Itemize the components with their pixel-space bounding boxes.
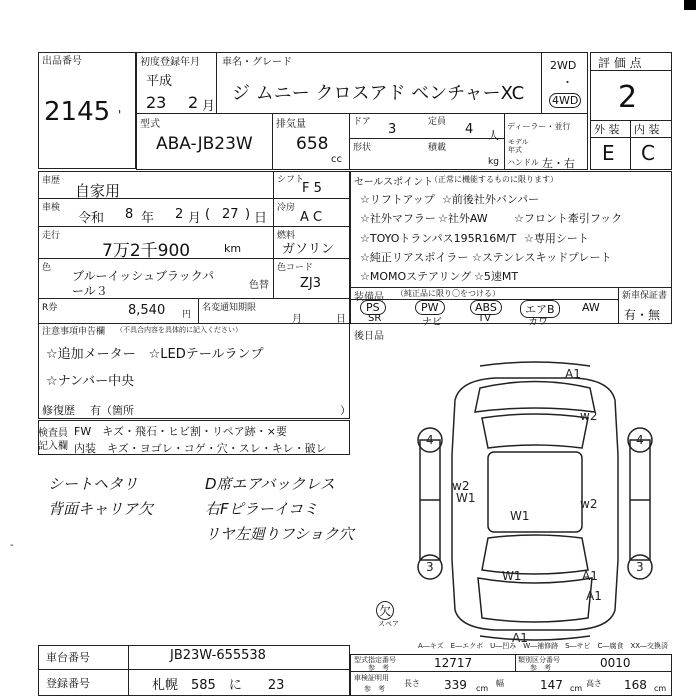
note-left-2: 背面キャリア欠	[48, 500, 154, 518]
mark-w2-a: w2	[580, 409, 598, 423]
drive-4wd: 4WD	[549, 93, 581, 108]
fuel-label: 燃料	[277, 231, 296, 241]
height-label: 高さ	[586, 679, 602, 688]
interior-label: 内 装	[634, 123, 660, 136]
height-unit: cm	[654, 684, 667, 693]
inspection-day-close: )	[245, 207, 251, 222]
note-right-2: 右Fピラーイコミ	[205, 500, 319, 518]
rear-bumper	[480, 636, 590, 640]
equip-abs: ABS	[470, 300, 502, 315]
notice-label: 名変通知期限	[202, 303, 257, 313]
remarks-line1: ☆追加メーター ☆LEDテールランプ	[46, 347, 264, 362]
registration-era: 平成	[146, 74, 173, 89]
inspection-month-unit: 月	[188, 211, 202, 226]
shape-label: 形状	[353, 143, 372, 153]
sales-row1-b: ☆前後社外バンパー	[442, 193, 540, 206]
warranty-value: 有・無	[624, 308, 661, 322]
rear-items-label: 後日品	[354, 331, 384, 342]
handle-label: ハンドル	[507, 158, 539, 167]
plate-value: 札幌 585 に 23	[152, 678, 285, 693]
evaluation-score: 2	[618, 80, 638, 115]
notice-day: 日	[336, 314, 346, 325]
displacement-unit: cc	[331, 154, 342, 165]
mark-w1-a: W1	[456, 491, 476, 505]
margin-dash: -	[10, 540, 14, 551]
evaluation-label: 評 価 点	[598, 56, 642, 70]
inspector-label1: 検査員	[38, 428, 68, 439]
windshield	[482, 414, 588, 448]
aircon-value: A C	[300, 210, 323, 225]
spare-mark: 欠	[376, 601, 394, 620]
color-line1: ブルーイッシュブラックパ	[72, 269, 215, 283]
shift-value: F 5	[302, 181, 322, 196]
approval-sub: 参 考	[368, 664, 389, 672]
height-value: 168	[624, 678, 647, 692]
drive-dot: ・	[562, 76, 573, 89]
length-value: 339	[444, 678, 467, 692]
mark-w2-b: w2	[452, 479, 470, 493]
width-unit: cm	[570, 684, 583, 693]
shift-label: シフト	[277, 175, 305, 185]
approval-value: 12717	[434, 656, 473, 670]
exterior-value: E	[602, 141, 615, 165]
sales-row4-b: ☆ステンレスキッドプレート	[472, 251, 612, 264]
sales-row5-a: ☆MOMOステアリング	[360, 270, 472, 283]
inspection-month: 2	[175, 207, 184, 222]
equipment-label: 装備品	[354, 292, 384, 303]
notice-month: 月	[292, 314, 302, 325]
dealer-label: ディーラー・並行	[507, 122, 571, 131]
mileage-unit: km	[224, 242, 242, 255]
mark-3-rr: 3	[636, 560, 644, 574]
inspection-era: 令和	[78, 211, 105, 226]
doors-value: 3	[388, 122, 397, 137]
mark-a1-front: A1	[565, 367, 581, 381]
load-unit: kg	[488, 157, 499, 167]
registration-label: 初度登録年月	[140, 57, 200, 68]
recycle-label: R券	[42, 303, 58, 313]
registration-month: 2	[188, 93, 199, 112]
tailgate	[478, 578, 592, 622]
color-code: ZJ3	[300, 276, 322, 291]
mark-w1-b: W1	[510, 509, 530, 523]
dims-cert-label: 車検証明用	[354, 674, 389, 682]
model-year-label1: モデル	[508, 138, 529, 146]
registration-year: 23	[146, 93, 167, 112]
color-type-label: 色替	[249, 280, 269, 291]
displacement-value: 658	[296, 134, 329, 154]
sales-row3-a: ☆TOYOトランパス195R16M/T	[360, 232, 517, 245]
warranty-label: 新車保証書	[622, 291, 668, 301]
front-bumper	[480, 362, 590, 366]
mark-a1-c: A1	[586, 589, 602, 603]
mileage-label: 走行	[42, 231, 61, 241]
history-label: 車歴	[42, 176, 61, 186]
corner-marker	[684, 0, 696, 10]
drive-2wd: 2WD	[550, 59, 577, 72]
dims-ref-label: 参 考	[364, 685, 385, 693]
inspection-label: 車検	[42, 203, 61, 213]
sales-row5-b: ☆5速MT	[474, 270, 519, 283]
length-label: 長さ	[404, 679, 420, 688]
lot-label: 出品番号	[42, 56, 82, 67]
capacity-value: 4	[465, 122, 474, 137]
front-hood	[475, 382, 595, 413]
sales-row3-b: ☆専用シート	[524, 232, 589, 245]
repair-close: ）	[340, 404, 351, 417]
model-value: ABA-JB23W	[156, 134, 253, 154]
aircon-label: 冷房	[277, 203, 296, 213]
note-right-1: D席エアバックレス	[205, 475, 335, 493]
category-label: 類別区分番号	[518, 656, 560, 664]
mark-a1-rear: A1	[512, 631, 528, 645]
plate-label: 登録番号	[46, 677, 90, 690]
doors-label: ドア	[353, 117, 371, 127]
inspection-day-unit: 日	[254, 211, 268, 226]
car-name: ジ ムニー クロスアド ベンチャーXC	[232, 83, 525, 104]
mark-3-rl: 3	[426, 560, 434, 574]
lot-number: 2145	[44, 97, 111, 127]
equip-leather: カワ	[528, 317, 548, 328]
sales-row1-a: ☆リフトアップ	[360, 193, 435, 206]
inspection-day-open: (	[205, 207, 211, 222]
repair-value: 有（箇所	[90, 404, 134, 417]
model-year-label2: 年式	[508, 146, 522, 154]
approval-label: 型式指定番号	[354, 656, 396, 664]
inspection-day: 27	[222, 207, 239, 222]
handle-value: 左・右	[542, 157, 575, 170]
equip-ps: PS	[360, 300, 386, 315]
equip-tv: TV	[478, 313, 491, 324]
remarks-label: 注意事項申告欄	[42, 327, 106, 337]
roof	[488, 452, 582, 532]
inspection-year-unit: 年	[141, 211, 155, 226]
note-left-1: シートヘタリ	[48, 475, 139, 493]
mark-w2-c: w2	[580, 497, 598, 511]
sales-row2-b: ☆社外AW	[438, 212, 488, 225]
width-value: 147	[540, 678, 563, 692]
color-label: 色	[42, 263, 52, 273]
car-name-label: 車名・グレード	[222, 57, 292, 68]
category-sub: 参 考	[530, 664, 551, 672]
interior-value: C	[641, 141, 655, 165]
fuel-value: ガソリン	[282, 242, 335, 257]
inspector-label2: 記入欄	[38, 441, 68, 452]
category-value: 0010	[600, 656, 631, 670]
mark-a1-b: A1	[582, 569, 598, 583]
spare-label: スペア	[378, 620, 399, 628]
equip-airbag: エアB	[520, 300, 560, 318]
rear-window	[482, 535, 588, 574]
equip-aw: AW	[582, 301, 600, 314]
remarks-line2: ☆ナンバー中央	[46, 374, 135, 389]
equip-sr: SR	[368, 313, 382, 324]
inspector-row1: FW キズ・飛石・ヒビ割・リペア跡・×要	[74, 425, 287, 438]
equipment-sub: （純正品に限り〇をつける）	[396, 289, 500, 298]
chassis-value: JB23W-655538	[170, 648, 266, 663]
color-line2: ール３	[72, 284, 108, 298]
inspector-box	[38, 420, 350, 455]
chassis-label: 車台番号	[46, 651, 90, 664]
sales-label: セールスポイント	[354, 177, 434, 188]
remarks-sub: （不具合内容を具体的に記入ください）	[116, 326, 242, 334]
registration-month-unit: 月	[202, 99, 216, 114]
model-label: 型式	[140, 119, 160, 130]
lot-tick: '	[118, 108, 122, 122]
mark-w1-c: W1	[502, 569, 522, 583]
damage-diagram	[400, 360, 670, 645]
inspection-year: 8	[125, 207, 134, 222]
recycle-value: 8,540	[128, 303, 166, 318]
mark-4-fl: 4	[426, 433, 434, 447]
damage-legend: A―キズ E―エクボ U―凹み W―補修跡 S―サビ C―腐食 XX―交換済	[418, 642, 669, 650]
sales-row2-c: ☆フロント牽引フック	[514, 212, 623, 225]
sales-sub: （正常に機能するものに限ります）	[430, 175, 558, 184]
equip-pw: PW	[415, 300, 445, 315]
sales-row4-a: ☆純正リアスポイラー	[360, 251, 469, 264]
equip-navi: ナビ	[422, 317, 442, 328]
mileage-value: 7万2千900	[102, 241, 191, 261]
length-unit: cm	[476, 684, 489, 693]
displacement-label: 排気量	[276, 119, 306, 130]
width-label: 幅	[496, 679, 504, 688]
history-value: 自家用	[75, 182, 121, 200]
capacity-unit: 人	[488, 129, 499, 142]
load-label: 積載	[428, 143, 447, 153]
recycle-unit: 円	[182, 310, 192, 320]
sales-row2-a: ☆社外マフラー	[360, 212, 436, 225]
mark-4-fr: 4	[636, 433, 644, 447]
repair-label: 修復歴	[42, 404, 75, 417]
note-right-3: リヤ左廻りフショク穴	[205, 525, 354, 543]
inspector-row2: 内装 キズ・ヨゴレ・コゲ・穴・スレ・キレ・破レ	[74, 442, 327, 455]
exterior-label: 外 装	[594, 123, 620, 136]
color-code-label: 色コード	[277, 263, 314, 273]
capacity-label: 定員	[428, 117, 447, 127]
